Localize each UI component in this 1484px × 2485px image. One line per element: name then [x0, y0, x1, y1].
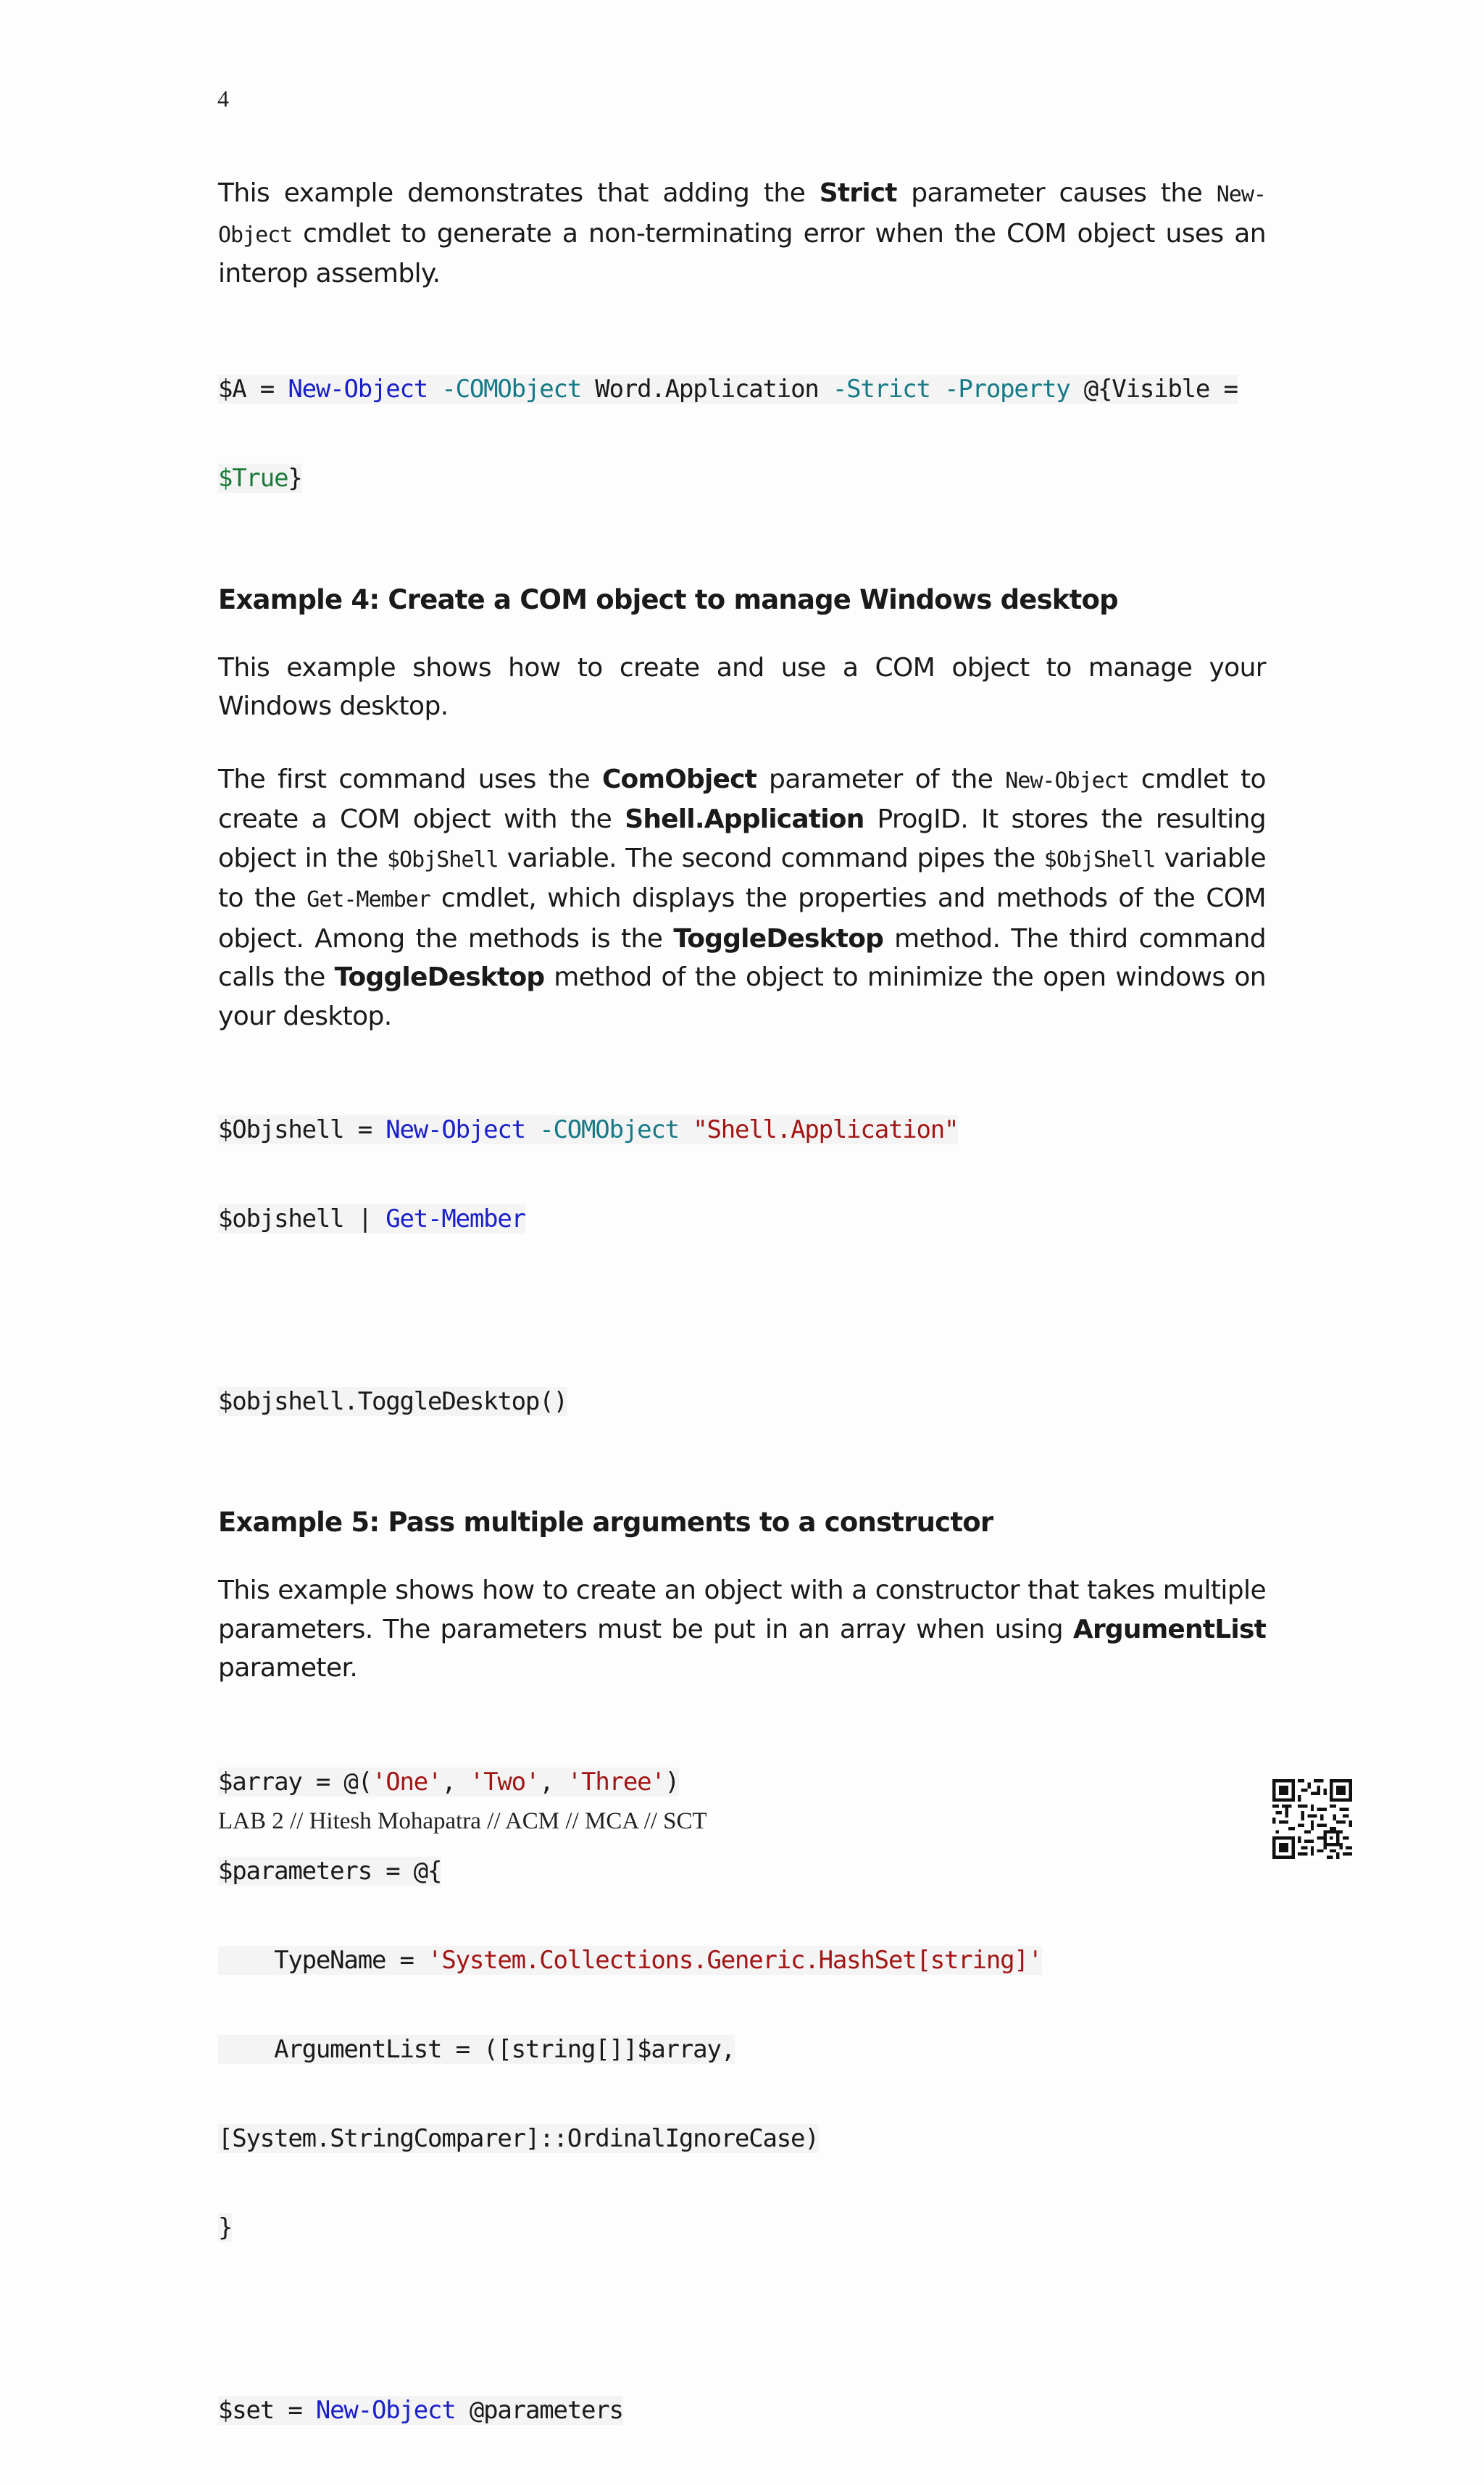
text-run: method of the object to minimize the open windows on your desktop.	[218, 962, 1266, 1031]
code-variable: $True	[218, 463, 288, 493]
inline-code: New-Object	[218, 182, 1266, 248]
code-string: "Shell.Application"	[678, 1115, 959, 1144]
code-line	[218, 1857, 1266, 1886]
code-token: }	[218, 2213, 233, 2242]
text-run: This example demonstrates that adding the	[218, 178, 820, 208]
code-line	[218, 1387, 1266, 1417]
text-run: This example shows how to create an object with a constructor that takes multiple parameters. The parameters must be put in an array when using	[218, 1576, 1266, 1644]
page-footer: LAB 2 // Hitesh Mohapatra // ACM // MCA // SCT	[218, 1808, 707, 1834]
code-token: ,	[539, 1767, 567, 1797]
inline-code: Get-Member	[307, 887, 430, 912]
example-4-paragraph-2	[218, 760, 1266, 1036]
code-blank-line	[218, 1294, 1266, 1328]
code-string: 'Two'	[469, 1767, 540, 1797]
bold-term: Strict	[819, 178, 897, 208]
code-keyword: Get-Member	[385, 1204, 525, 1233]
code-token: @parameters	[455, 2395, 623, 2425]
code-token: $array = @(	[218, 1767, 372, 1797]
bold-term: ToggleDesktop	[673, 923, 884, 954]
code-token: @{Visible =	[1070, 374, 1238, 404]
code-line	[218, 375, 1266, 404]
code-token: ArgumentList = ([string[]]$array,	[218, 2034, 735, 2064]
code-keyword: New-Object	[385, 1115, 525, 1144]
intro-paragraph	[218, 174, 1266, 294]
code-token: $A =	[218, 374, 288, 404]
code-line	[218, 1204, 1266, 1234]
code-token: [System.StringComparer]::OrdinalIgnoreCase)	[218, 2123, 819, 2153]
code-parameter: -Strict	[818, 374, 930, 404]
page-number: 4	[217, 86, 229, 112]
bold-term: ToggleDesktop	[334, 962, 545, 992]
code-block-shell	[218, 1056, 1266, 1476]
text-run: method. The third command calls the	[218, 923, 1266, 992]
code-token: }	[288, 463, 302, 493]
qr-code-icon	[1272, 1779, 1352, 1859]
example-5-heading: Example 5: Pass multiple arguments to a constructor	[218, 1507, 993, 1538]
bold-term: ArgumentList	[1072, 1614, 1266, 1644]
text-run: cmdlet to generate a non-terminating error when the COM object uses an interop assembly.	[218, 218, 1266, 288]
example-4-paragraph-1: This example shows how to create and use a COM object to manage your Windows desktop.	[218, 652, 1266, 721]
code-line	[218, 2213, 1266, 2243]
code-string: 'Three'	[567, 1767, 665, 1797]
code-keyword: New-Object	[315, 2395, 456, 2425]
page-content	[218, 174, 1266, 2485]
inline-code: $ObjShell	[1043, 846, 1156, 873]
code-parameter: -COMObject	[525, 1115, 679, 1144]
code-line	[218, 2396, 1266, 2426]
code-keyword: New-Object	[288, 374, 428, 404]
text-run: variable to the	[218, 843, 1267, 913]
code-token: $Objshell =	[218, 1115, 386, 1144]
text-run: parameter causes the	[896, 178, 1217, 208]
text-run: cmdlet, which displays the properties and methods of the COM object. Among the methods is the	[218, 883, 1266, 954]
code-token: ,	[441, 1767, 470, 1797]
code-token: $set =	[218, 2395, 316, 2425]
code-token: TypeName =	[218, 1945, 428, 1975]
text-run: variable. The second command pipes the	[498, 843, 1044, 873]
code-parameter: -COMObject	[428, 374, 582, 404]
code-string: 'One'	[371, 1767, 442, 1797]
example-5-paragraph	[218, 1571, 1266, 1688]
code-blank-line	[218, 2302, 1266, 2336]
text-run: cmdlet to create a COM object with the	[218, 764, 1266, 834]
code-line	[218, 2035, 1266, 2065]
code-token: Word.Application	[581, 374, 819, 404]
code-parameter: -Property	[930, 374, 1070, 404]
code-block-strict	[218, 315, 1266, 553]
code-line	[218, 464, 1266, 494]
code-string: 'System.Collections.Generic.HashSet[string]'	[428, 1945, 1042, 1975]
inline-code: $ObjShell	[386, 846, 499, 873]
bold-term: Shell.Application	[625, 804, 864, 834]
code-line	[218, 1946, 1266, 1976]
example-4-heading: Example 4: Create a COM object to manage Windows desktop	[218, 583, 1118, 615]
text-run: ProgID. It stores the resulting object in the	[218, 804, 1266, 873]
inline-code: New-Object	[1005, 767, 1129, 794]
bold-term: ComObject	[601, 764, 757, 794]
code-token: $objshell.ToggleDesktop()	[218, 1387, 567, 1416]
text-run: The first command uses the	[218, 764, 602, 794]
code-line	[218, 2124, 1266, 2154]
code-line	[218, 1768, 1266, 1797]
code-token: )	[664, 1767, 679, 1797]
text-run: parameter.	[218, 1653, 358, 1683]
code-line	[218, 1115, 1266, 1145]
text-run: parameter of the	[756, 764, 1006, 794]
code-token: $parameters = @{	[218, 1856, 442, 1886]
code-token: $objshell |	[218, 1204, 386, 1233]
